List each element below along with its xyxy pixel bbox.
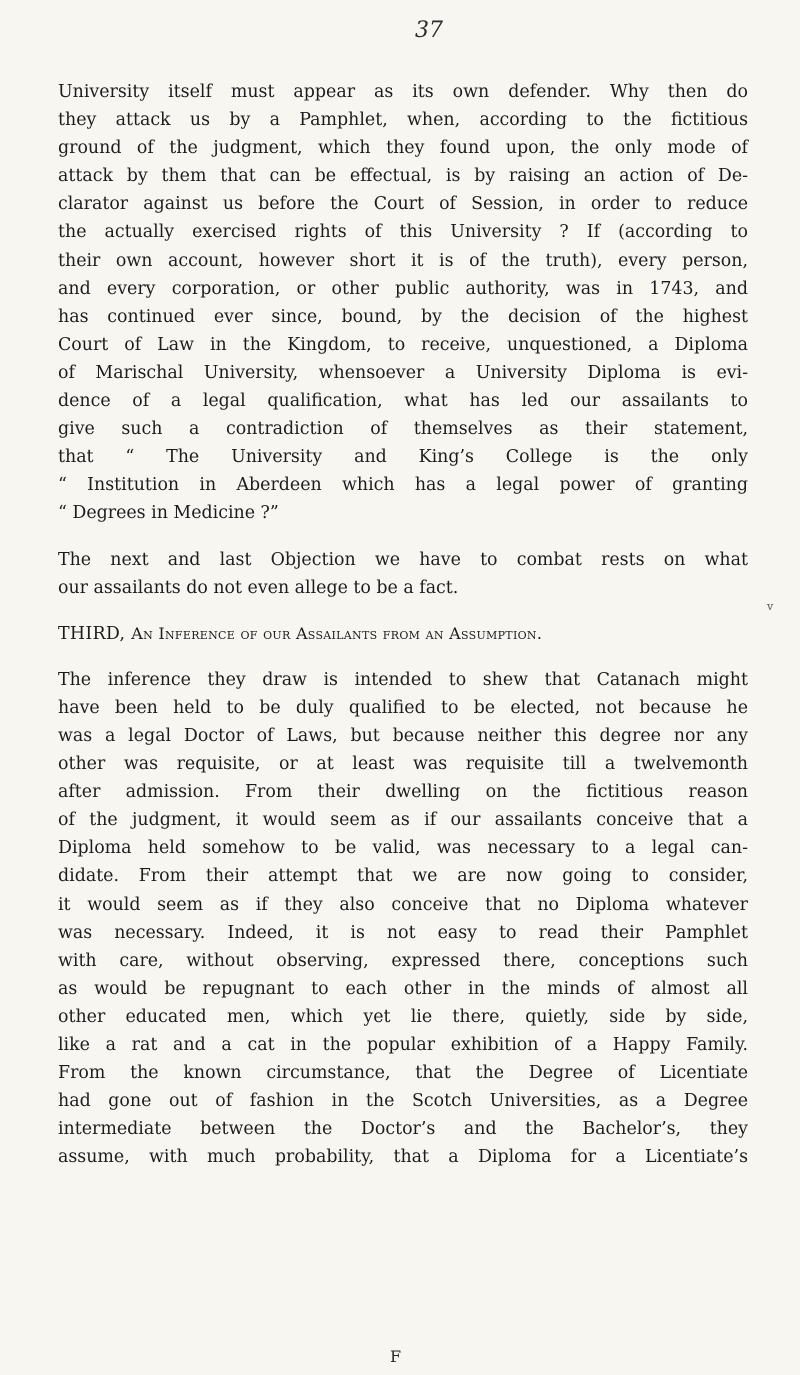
text-line: of the judgment, it would seem as if our assailants conceive that a	[58, 810, 748, 831]
text-line: didate. From their attempt that we are now going to consider,	[58, 866, 748, 887]
text-line: intermediate between the Doctor’s and the Bachelor’s, they	[58, 1119, 748, 1140]
text-line: dence of a legal qualification, what has led our assailants to	[58, 391, 748, 412]
paragraph-3	[58, 666, 748, 1172]
paragraph-gap	[58, 648, 748, 666]
text-line: give such a contradiction of themselves as their statement,	[58, 419, 748, 440]
text-line: was a legal Doctor of Laws, but because neither this degree nor any	[58, 725, 748, 746]
text-line: their own account, however short it is of the truth), every person,	[58, 250, 748, 271]
page-number: 37	[415, 18, 443, 43]
text-line: Court of Law in the Kingdom, to receive, unquestioned, a Diploma	[58, 334, 748, 355]
section-heading	[58, 620, 748, 648]
heading-title: An Inference of our Assailants from an Assumption.	[131, 623, 543, 643]
text-line: From the known circumstance, that the Degree of Licentiate	[58, 1063, 748, 1084]
text-line: like a rat and a cat in the popular exhibition of a Happy Family.	[58, 1035, 748, 1055]
margin-mark: v	[767, 600, 774, 613]
text-line: ground of the judgment, which they found upon, the only mode of	[58, 138, 748, 159]
text-line: University itself must appear as its own defender. Why then do	[58, 82, 748, 102]
text-line: and every corporation, or other public authority, was in 1743, and	[58, 278, 748, 299]
paragraph-2	[58, 546, 748, 602]
paragraph-gap	[58, 528, 748, 546]
text-line: other educated men, which yet lie there, quietly, side by side,	[58, 1006, 748, 1027]
text-line: other was requisite, or at least was requisite till a twelvemonth	[58, 754, 748, 775]
text-line: “ Institution in Aberdeen which has a legal power of granting	[58, 475, 748, 496]
paragraph-1	[58, 78, 748, 528]
text-line: The next and last Objection we have to combat rests on what	[58, 549, 748, 570]
text-line: after admission. From their dwelling on the fictitious reason	[58, 782, 748, 803]
text-line: The inference they draw is intended to shew that Catanach might	[58, 669, 748, 690]
text-line: the actually exercised rights of this University ? If (according to	[58, 222, 748, 243]
signature-mark: F	[390, 1347, 402, 1366]
text-line: of Marischal University, whensoever a University Diploma is evi-	[58, 362, 748, 383]
text-line: it would seem as if they also conceive that no Diploma whatever	[58, 894, 748, 915]
text-line: our assailants do not even allege to be a fact.	[58, 577, 459, 598]
text-line: had gone out of fashion in the Scotch Universities, as a Degree	[58, 1091, 748, 1112]
text-line: was necessary. Indeed, it is not easy to read their Pamphlet	[58, 922, 748, 943]
paragraph-gap	[58, 602, 748, 620]
text-line: Diploma held somehow to be valid, was necessary to a legal can-	[58, 838, 748, 859]
text-line: clarator against us before the Court of Session, in order to reduce	[58, 194, 748, 215]
text-line: has continued ever since, bound, by the decision of the highest	[58, 306, 748, 327]
text-line: “ Degrees in Medicine ?”	[58, 503, 279, 524]
body-text	[58, 78, 748, 1171]
text-line: attack by them that can be effectual, is by raising an action of De-	[58, 166, 748, 187]
heading-lead: THIRD,	[58, 623, 126, 644]
text-line: assume, with much probability, that a Diploma for a Licentiate’s	[58, 1147, 748, 1168]
text-line: have been held to be duly qualified to be elected, not because he	[58, 697, 748, 718]
text-line: with care, without observing, expressed there, conceptions such	[58, 950, 748, 971]
text-line: as would be repugnant to each other in the minds of almost all	[58, 978, 748, 999]
text-line: they attack us by a Pamphlet, when, according to the fictitious	[58, 110, 748, 131]
text-line: that “ The University and King’s College is the only	[58, 447, 748, 468]
